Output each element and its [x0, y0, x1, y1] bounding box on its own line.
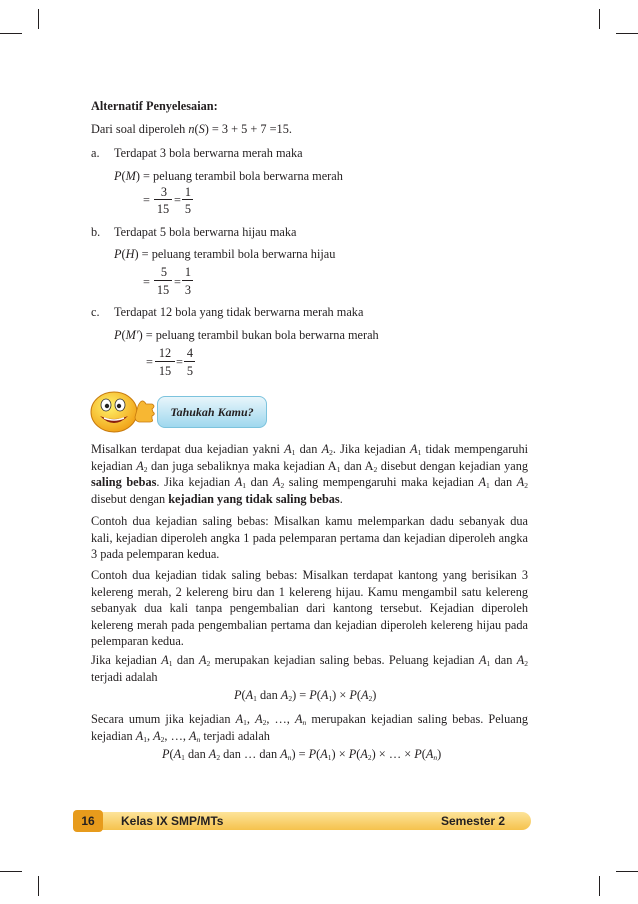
book-title: Kelas IX SMP/MTs	[121, 814, 224, 828]
crop-mark	[599, 9, 600, 29]
crop-mark	[0, 871, 22, 872]
item-c-label: c.	[91, 305, 100, 319]
tahukah-kamu-callout: Tahukah Kamu?	[157, 396, 267, 428]
crop-mark	[38, 876, 39, 896]
paragraph-general: Secara umum jika kejadian $A_1$, $A_2$, …, $A_n$ merupakan kejadian saling bebas. Peluang kejadian $A_1$, $A_2$, …, $A_n$ terjadi adalah	[91, 712, 528, 744]
intro-line: Dari soal diperoleh n(S) = 3 + 5 + 7 =15.	[91, 122, 292, 136]
crop-mark	[599, 876, 600, 896]
item-c-text: Terdapat 12 bola yang tidak berwarna merah maka	[114, 305, 364, 319]
paragraph-definition: Misalkan terdapat dua kejadian yakni $A_1$ dan $A_2$. Jika kejadian $A_1$ tidak mempengaruhi kejadian $A_2$ dan juga sebaliknya maka kejadian $A_1$ dan $A_2$ disebut dengan kejadian yang saling bebas. Jika kejadian $A_1$ dan $A_2$ saling mempengaruhi maka kejadian $A_1$ dan $A_2$ disebut dengan kejadian yang tidak saling bebas.	[91, 442, 529, 506]
item-a-label: a.	[91, 146, 100, 160]
item-c-definition: P(M′) = peluang terambil bukan bola berwarna merah	[114, 328, 379, 342]
item-a-text: Terdapat 3 bola berwarna merah maka	[114, 146, 303, 160]
formula-two-events: $P(A_1$ dan $A_2) = P(A_1) \times P(A_2)$	[234, 688, 377, 703]
item-b-definition: P(H) = peluang terambil bola berwarna hijau	[114, 247, 336, 261]
paragraph-example-dependent: Contoh dua kejadian tidak saling bebas: Misalkan terdapat kantong yang berisikan 3 kelereng merah, 2 kelereng biru dan 1 kelereng hijau. Kamu mengambil satu kelereng sebanyak dua kali tanpa pengembalian dari kantong tersebut. Kejadian diperoleh kelereng merah pada pengembalian pertama dan kejadian diperoleh kelereng hijau pada pelemparan kedua.	[91, 568, 528, 648]
crop-mark	[616, 33, 638, 34]
formula-n-events: $P(A_1$ dan $A_2$ dan … dan $A_n) = P(A_1) \times P(A_2)$ × … × $P(A_n)$	[162, 747, 442, 762]
paragraph-rule: Jika kejadian $A_1$ dan $A_2$ merupakan kejadian saling bebas. Peluang kejadian $A_1$ dan $A_2$ terjadi adalah	[91, 653, 529, 684]
item-a-definition: P(M) = peluang terambil bola berwarna merah	[114, 169, 343, 183]
section-heading: Alternatif Penyelesaian:	[91, 99, 218, 113]
crop-mark	[0, 33, 22, 34]
semester-label: Semester 2	[441, 814, 506, 828]
paragraph-example-independent: Contoh dua kejadian saling bebas: Misalkan kamu melemparkan dadu sebanyak dua kali, kejadian diperoleh angka 1 pada pelemparan pertama dan kejadian diperoleh angka 3 pada pelemparan kedua.	[91, 514, 528, 561]
item-b-label: b.	[91, 225, 101, 239]
crop-mark	[38, 9, 39, 29]
smiley-mascot-icon	[88, 390, 158, 434]
item-b-text: Terdapat 5 bola berwarna hijau maka	[114, 225, 297, 239]
crop-mark	[616, 871, 638, 872]
page-number: 16	[73, 810, 103, 832]
